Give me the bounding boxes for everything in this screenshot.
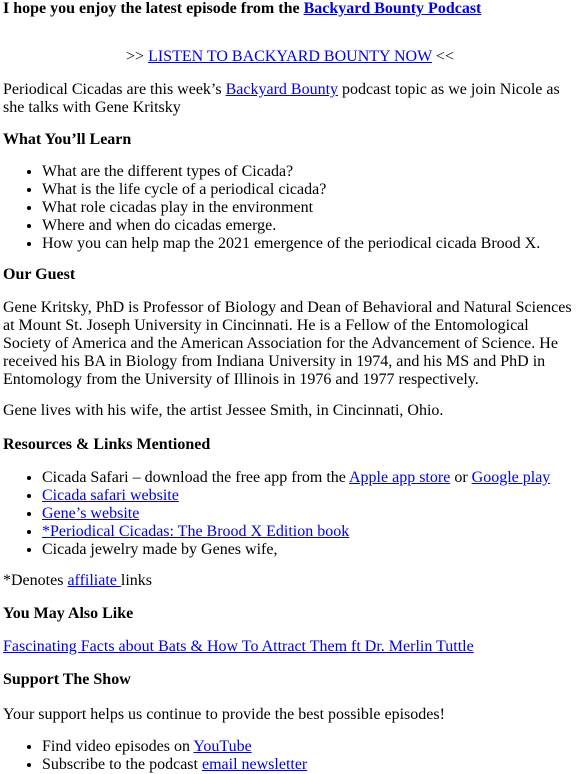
app-text: Cicada Safari – download the free app from the xyxy=(42,469,349,486)
learn-item: • How you can help map the 2021 emergence of the periodical cicada Brood X. xyxy=(42,235,580,253)
learn-item: • What are the different types of Cicada? xyxy=(42,163,580,181)
learn-item: • Where and when do cicadas emerge. xyxy=(42,217,580,235)
video-text: Find video episodes on xyxy=(42,738,194,755)
resources-heading: Resources & Links Mentioned xyxy=(3,436,211,453)
intro-line xyxy=(3,0,576,18)
or-text: or xyxy=(450,469,472,486)
brood-x-book-link[interactable]: *Periodical Cicadas: The Brood X Edition book xyxy=(42,523,350,540)
affiliate-suffix: links xyxy=(120,572,153,589)
affiliate-link[interactable]: affiliate xyxy=(67,572,121,589)
cta-suffix: << xyxy=(431,48,454,65)
learn-item: • What is the life cycle of a periodical cicada? xyxy=(42,181,580,199)
affiliate-prefix: *Denotes xyxy=(3,572,68,589)
youtube-link[interactable]: YouTube xyxy=(193,738,252,755)
support-list xyxy=(3,738,580,774)
listen-cta xyxy=(0,48,580,66)
topic-paragraph xyxy=(3,81,576,117)
resource-item-jewelry: • Cicada jewelry made by Genes wife, xyxy=(42,541,580,559)
email-newsletter-link[interactable]: email newsletter xyxy=(201,756,308,773)
guest-home: Gene lives with his wife, the artist Jessee Smith, in Cincinnati, Ohio. xyxy=(3,402,444,419)
apple-app-store-link[interactable]: Apple app store xyxy=(349,469,451,486)
support-item-newsletter xyxy=(42,756,580,774)
intro-text: I hope you enjoy the latest episode from the xyxy=(3,0,304,17)
guest-heading: Our Guest xyxy=(3,266,76,283)
learn-item: • What role cicadas play in the environment xyxy=(42,199,580,217)
genes-website-link[interactable]: Gene’s website xyxy=(42,505,140,522)
topic-before: Periodical Cicadas are this week’s xyxy=(3,81,226,98)
podcast-link[interactable]: Backyard Bounty Podcast xyxy=(303,0,482,17)
also-like-paragraph xyxy=(3,638,576,656)
cta-prefix: >> xyxy=(126,48,149,65)
bats-episode-link[interactable]: Fascinating Facts about Bats & How To Attract Them ft Dr. Merlin Tuttle xyxy=(3,638,474,655)
google-play-link[interactable]: Google play xyxy=(471,469,551,486)
newsletter-text: Subscribe to the podcast xyxy=(42,756,202,773)
cicada-safari-website-link[interactable]: Cicada safari website xyxy=(42,487,179,504)
listen-now-link[interactable]: LISTEN TO BACKYARD BOUNTY NOW xyxy=(148,48,432,65)
guest-bio: Gene Kritsky, PhD is Professor of Biology and Dean of Behavioral and Natural Sciences at Mount St. Joseph University in Cincinnati. He is a Fellow of the Entomological Society of America and the American Association for the Advancement of Science. He received his BA in Biology from Indiana University in 1974, and his MS and PhD in Entomology from the University of Illinois in 1976 and 1977 respectively. xyxy=(3,299,572,388)
topic-after: podcast topic as we join Nicole as she talks with Gene Kritsky xyxy=(3,81,560,116)
resource-item-app xyxy=(42,469,580,487)
learn-heading: What You’ll Learn xyxy=(3,131,132,148)
support-item-video xyxy=(42,738,580,756)
resources-list xyxy=(3,469,580,559)
support-heading: Support The Show xyxy=(3,671,131,688)
support-text: Your support helps us continue to provide the best possible episodes! xyxy=(3,706,445,723)
resource-item xyxy=(42,505,580,523)
learn-list xyxy=(3,163,580,253)
resource-item xyxy=(42,487,580,505)
resource-item xyxy=(42,523,580,541)
also-like-heading: You May Also Like xyxy=(3,605,134,622)
affiliate-note xyxy=(3,572,576,590)
backyard-bounty-link[interactable]: Backyard Bounty xyxy=(225,81,339,98)
